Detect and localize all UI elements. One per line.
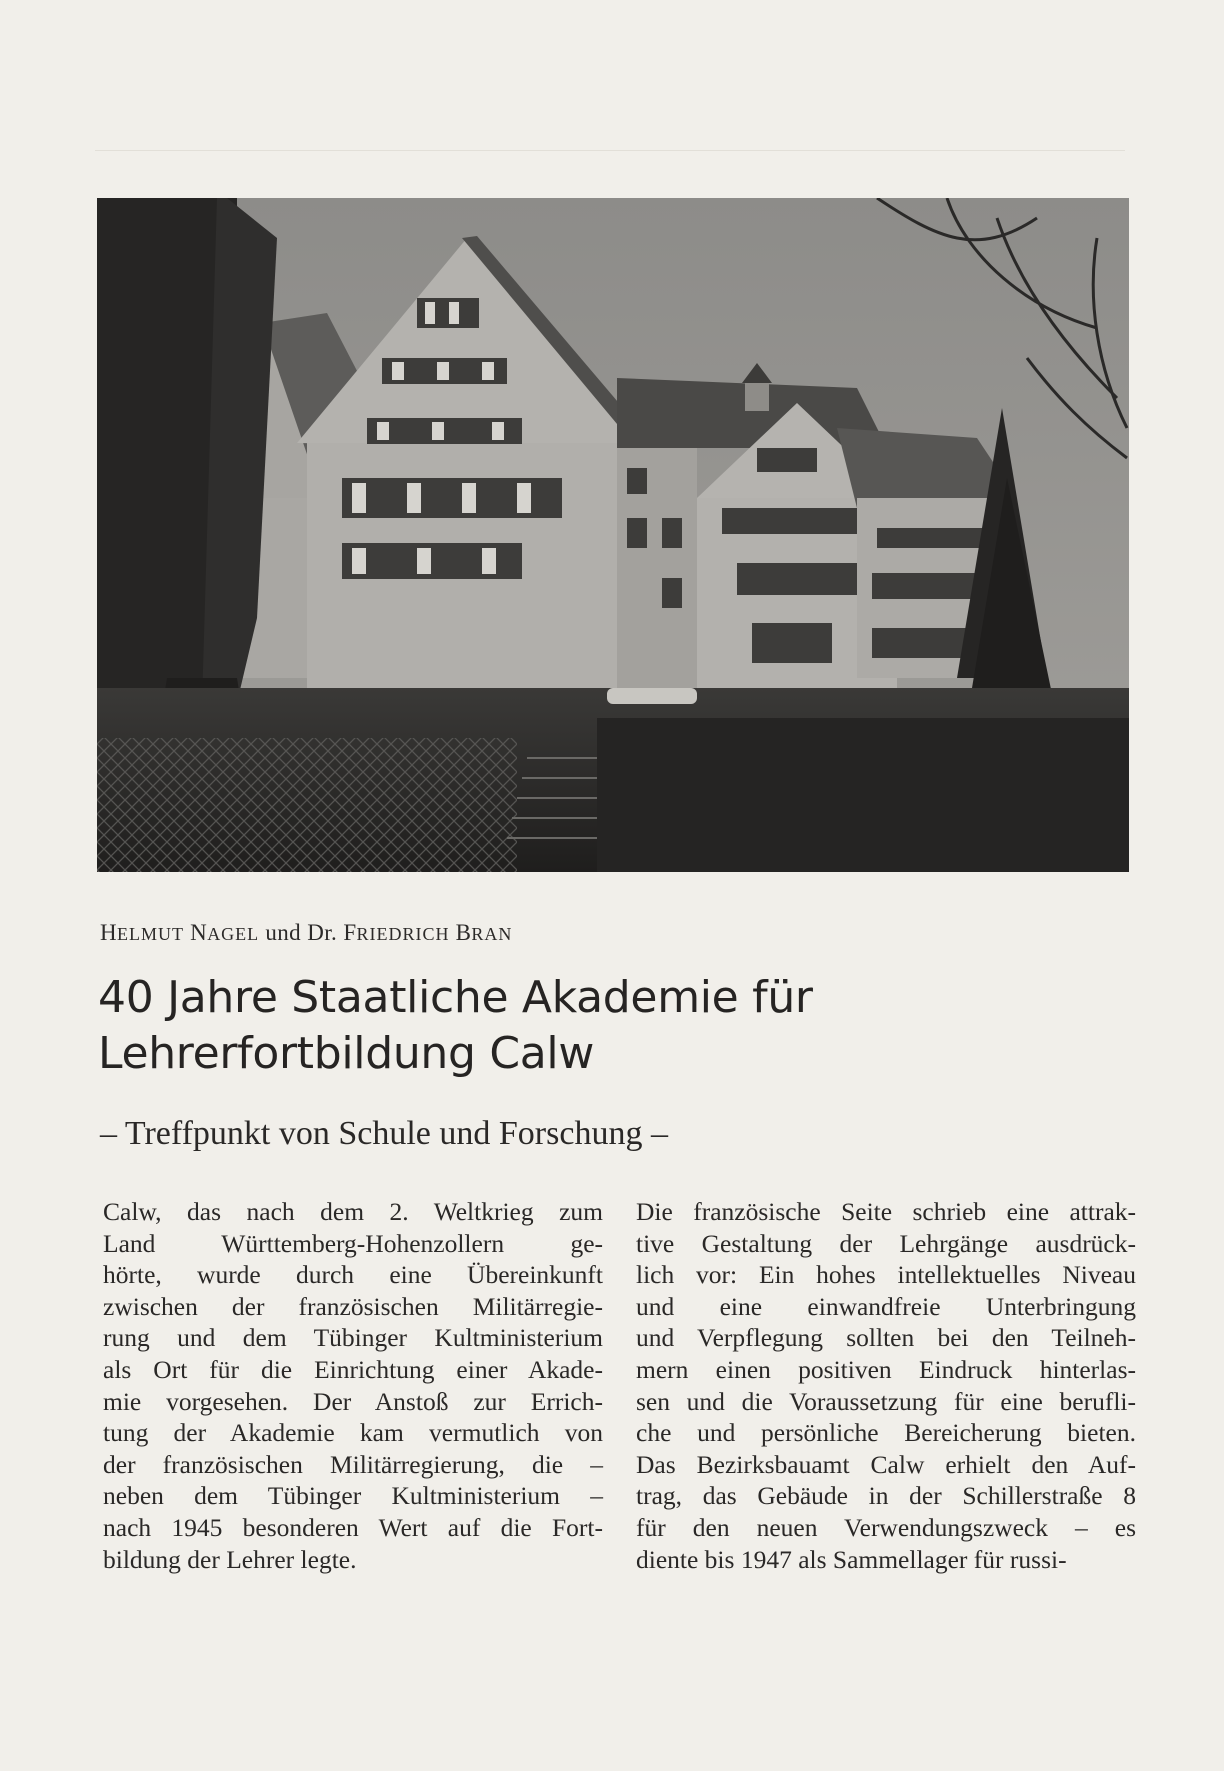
text-line: rung und dem Tübinger Kultministerium bbox=[103, 1323, 603, 1353]
text-column-right bbox=[636, 1196, 1136, 1575]
author1-first-initial: H bbox=[100, 920, 118, 945]
author2-last-rest: RAN bbox=[471, 924, 513, 944]
text-line: lich vor: Ein hohes intellektuelles Niveau bbox=[636, 1260, 1136, 1290]
author1-last-initial: N bbox=[190, 920, 208, 945]
text-line: der französischen Militärregierung, die – bbox=[103, 1449, 603, 1479]
text-line: mie vorgesehen. Der Anstoß zur Errich- bbox=[103, 1386, 603, 1416]
title-line-1: 40 Jahre Staatliche Akademie für bbox=[98, 972, 813, 1023]
article-title bbox=[98, 970, 1098, 1082]
text-line: zwischen der französischen Militärregie- bbox=[103, 1291, 603, 1321]
text-line: sen und die Voraussetzung für eine berufli- bbox=[636, 1386, 1136, 1416]
text-line: als Ort für die Einrichtung einer Akade- bbox=[103, 1354, 603, 1384]
bleed-through-rule bbox=[95, 150, 1125, 151]
text-line: neben dem Tübinger Kultministerium – bbox=[103, 1481, 603, 1511]
text-line: Das Bezirksbauamt Calw erhielt den Auf- bbox=[636, 1449, 1136, 1479]
author1-first-rest: ELMUT bbox=[117, 924, 185, 944]
text-line: che und persönliche Bereicherung bieten. bbox=[636, 1418, 1136, 1448]
author2-last-initial: B bbox=[455, 920, 472, 945]
photo-illustration bbox=[97, 198, 1129, 872]
text-line: tung der Akademie kam vermutlich von bbox=[103, 1418, 603, 1448]
text-line: Calw, das nach dem 2. Weltkrieg zum bbox=[103, 1197, 603, 1226]
author2-first-initial: F bbox=[343, 920, 357, 945]
building-photograph bbox=[97, 198, 1129, 872]
text-line: und eine einwandfreie Unterbringung bbox=[636, 1291, 1136, 1321]
text-line: Die französische Seite schrieb eine attrak- bbox=[636, 1197, 1136, 1226]
article-subtitle: – Treffpunkt von Schule und Forschung – bbox=[100, 1115, 668, 1152]
text-line: trag, das Gebäude in der Schillerstraße 8 bbox=[636, 1481, 1136, 1511]
author2-first-rest: RIEDRICH bbox=[356, 924, 450, 944]
author1-last-rest: AGEL bbox=[207, 924, 260, 944]
author-connector: und Dr. bbox=[265, 920, 338, 945]
text-line: hörte, wurde durch eine Übereinkunft bbox=[103, 1260, 603, 1290]
text-line: für den neuen Verwendungszweck – es bbox=[636, 1512, 1136, 1542]
text-line: diente bis 1947 als Sammellager für russi- bbox=[636, 1544, 1067, 1574]
text-line: nach 1945 besonderen Wert auf die Fort- bbox=[103, 1512, 603, 1542]
text-line: und Verpflegung sollten bei den Teilneh- bbox=[636, 1323, 1136, 1353]
text-column-left bbox=[103, 1196, 603, 1575]
title-line-2: Lehrerfortbildung Calw bbox=[98, 1028, 595, 1079]
text-line: mern einen positiven Eindruck hinterlas- bbox=[636, 1354, 1136, 1384]
author-line bbox=[100, 920, 512, 946]
text-line: tive Gestaltung der Lehrgänge ausdrück- bbox=[636, 1228, 1136, 1258]
text-line: bildung der Lehrer legte. bbox=[103, 1544, 357, 1574]
text-line: Land Württemberg-Hohenzollern ge- bbox=[103, 1228, 603, 1258]
